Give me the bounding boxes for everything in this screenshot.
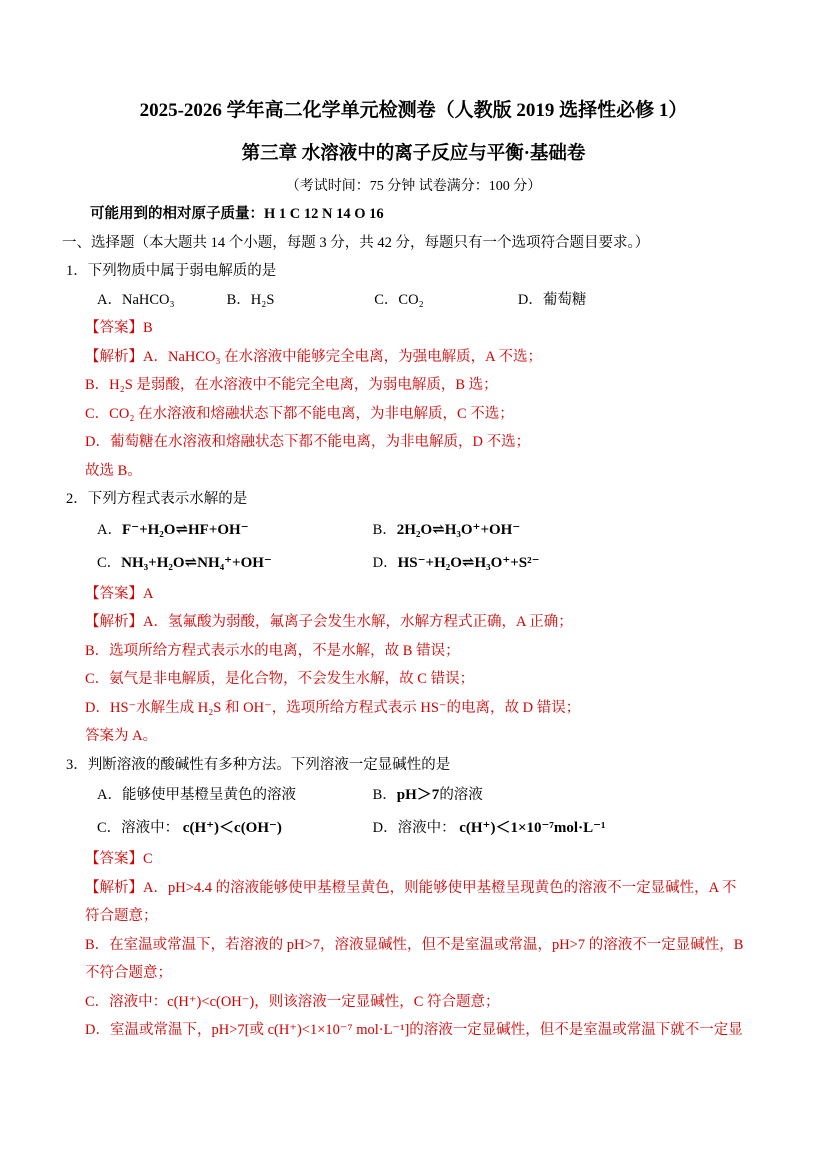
q2-option-b-label: B． <box>372 521 397 538</box>
q3-option-d-prefix: 溶液中： <box>397 820 460 836</box>
q2-analysis-line: 【解析】A．氢氟酸为弱酸，氟离子会发生水解，水解方程式正确，A 正确； <box>85 614 573 630</box>
q1-option-b-label: B． <box>226 291 251 308</box>
q3-option-d <box>373 820 606 836</box>
q2-analysis-line: C．氨气是非电解质，是化合物，不会发生水解，故 C 错误； <box>85 671 475 687</box>
q3-option-d-label: D． <box>372 820 398 836</box>
q1-option-c-label: C． <box>374 291 399 308</box>
q2-analysis-line: B．选项所给方程式表示水的电离，不是水解，故 B 错误； <box>85 642 460 659</box>
q3-option-a <box>97 779 369 812</box>
q2-option-c-label: C． <box>97 554 122 571</box>
exam-subtitle: 第三章 水溶液中的离子反应与平衡·基础卷 <box>241 144 586 164</box>
q1-analysis-line: 【解析】A．NaHCO₃ 在水溶液中能够完全电离，为强电解质，A 不选； <box>85 348 542 365</box>
q3-option-b-formula: pH＞7 <box>396 787 440 803</box>
q2-options-row2 <box>97 547 827 580</box>
q3-analysis-line: B．在室温或常温下，若溶液的 pH>7，溶液显碱性，但不是室温或常温，pH>7 的溶液不一定显碱性，B <box>85 936 744 953</box>
q1-option-d-text: 葡萄糖 <box>542 291 587 308</box>
q1-option-d-label: D． <box>517 291 543 308</box>
q3-option-d-formula: c(H⁺)＜1×10⁻⁷mol·L⁻¹ <box>459 820 606 836</box>
q1-analysis-line: 故选 B。 <box>85 462 142 479</box>
exam-title: 2025-2026 学年高二化学单元检测卷（人教版 2019 选择性必修 1） <box>139 100 688 121</box>
q2-option-d-label: D． <box>372 554 398 571</box>
q2-option-d <box>373 555 540 571</box>
q1-option-d <box>518 286 586 315</box>
q1-option-a-label: A． <box>97 291 122 308</box>
q1-options <box>97 286 827 315</box>
q3-analysis-line: 【解析】A．pH>4.4 的溶液能够使甲基橙呈黄色，则能够使甲基橙呈现黄色的溶液不一定显碱性，A 不 <box>85 879 737 896</box>
q1-option-a-text: NaHCO₃ <box>121 291 175 308</box>
q2-option-a <box>97 514 369 547</box>
q3-option-b-suffix: 的溶液 <box>439 787 483 803</box>
q2-option-a-label: A． <box>97 521 122 538</box>
q1-answer: 【答案】B <box>85 320 153 336</box>
q2-option-c-formula: NH₃+H₂O⇌NH₄⁺+OH⁻ <box>121 554 272 571</box>
q2-option-a-formula: F⁻+H₂O⇌HF+OH⁻ <box>121 521 249 538</box>
q3-option-b <box>373 787 483 803</box>
q2-analysis-line: 答案为 A。 <box>85 728 158 744</box>
q3-analysis-line: D．室温或常温下，pH>7[或 c(H⁺)<1×10⁻⁷ mol·L⁻¹]的溶液一定显碱性，但不是室温或常温下就不一定显 <box>85 1022 743 1038</box>
q1-option-a <box>97 286 223 315</box>
q3-option-b-label: B． <box>372 787 397 803</box>
q1-analysis-line: D．葡萄糖在水溶液和熔融状态下都不能电离，为非电解质，D 不选； <box>85 434 531 450</box>
q1-option-b-text: H₂S <box>250 291 275 308</box>
q3-option-a-label: A． <box>97 787 122 803</box>
q1-analysis-line: C．CO₂ 在水溶液和熔融状态下都不能电离，为非电解质，C 不选； <box>85 405 514 422</box>
q3-analysis-line: C．溶液中：c(H⁺)<c(OH⁻)，则该溶液一定显碱性，C 符合题意； <box>85 993 500 1010</box>
q3-options-row1 <box>97 779 827 812</box>
q1-option-c-text: CO₂ <box>398 291 424 308</box>
atomic-masses-note: 可能用到的相对原子质量：H 1 C 12 N 14 O 16 <box>90 206 384 222</box>
q2-options-row1 <box>97 514 827 547</box>
section-header: 一、选择题（本大题共 14 个小题，每题 3 分，共 42 分，每题只有一个选项符合题目要求。） <box>62 234 650 251</box>
q3-analysis-line: 符合题意； <box>85 908 158 924</box>
q2-option-b <box>373 522 521 538</box>
q2-analysis-line: D．HS⁻水解生成 H₂S 和 OH⁻，选项所给方程式表示 HS⁻的电离，故 D 错误； <box>85 699 581 716</box>
q2-stem: 2．下列方程式表示水解的是 <box>66 491 248 507</box>
q3-option-c <box>97 812 369 845</box>
q2-option-d-formula: HS⁻+H₂O⇌H₃O⁺+S²⁻ <box>397 554 540 571</box>
q3-answer: 【答案】C <box>85 851 153 867</box>
q1-analysis-line: B．H₂S 是弱酸，在水溶液中不能完全电离，为弱电解质，B 选； <box>85 377 498 393</box>
q3-analysis-line: 不符合题意； <box>85 965 172 981</box>
q3-option-a-text: 能够使甲基橙呈黄色的溶液 <box>121 787 296 803</box>
q3-option-c-label: C． <box>97 820 122 836</box>
q3-option-c-prefix: 溶液中： <box>121 820 183 836</box>
exam-info: （考试时间：75 分钟 试卷满分：100 分） <box>285 179 542 194</box>
q3-option-c-formula: c(H⁺)＜c(OH⁻) <box>182 820 282 836</box>
q1-option-c <box>374 286 514 315</box>
q2-option-c <box>97 547 369 580</box>
q2-answer: 【答案】A <box>85 585 154 602</box>
q1-option-b <box>227 286 371 315</box>
q3-stem: 3．判断溶液的酸碱性有多种方法。下列溶液一定显碱性的是 <box>66 756 451 773</box>
q2-option-b-formula: 2H₂O⇌H₃O⁺+OH⁻ <box>396 521 521 538</box>
q3-options-row2 <box>97 812 827 845</box>
q1-stem: 1．下列物质中属于弱电解质的是 <box>66 263 277 279</box>
